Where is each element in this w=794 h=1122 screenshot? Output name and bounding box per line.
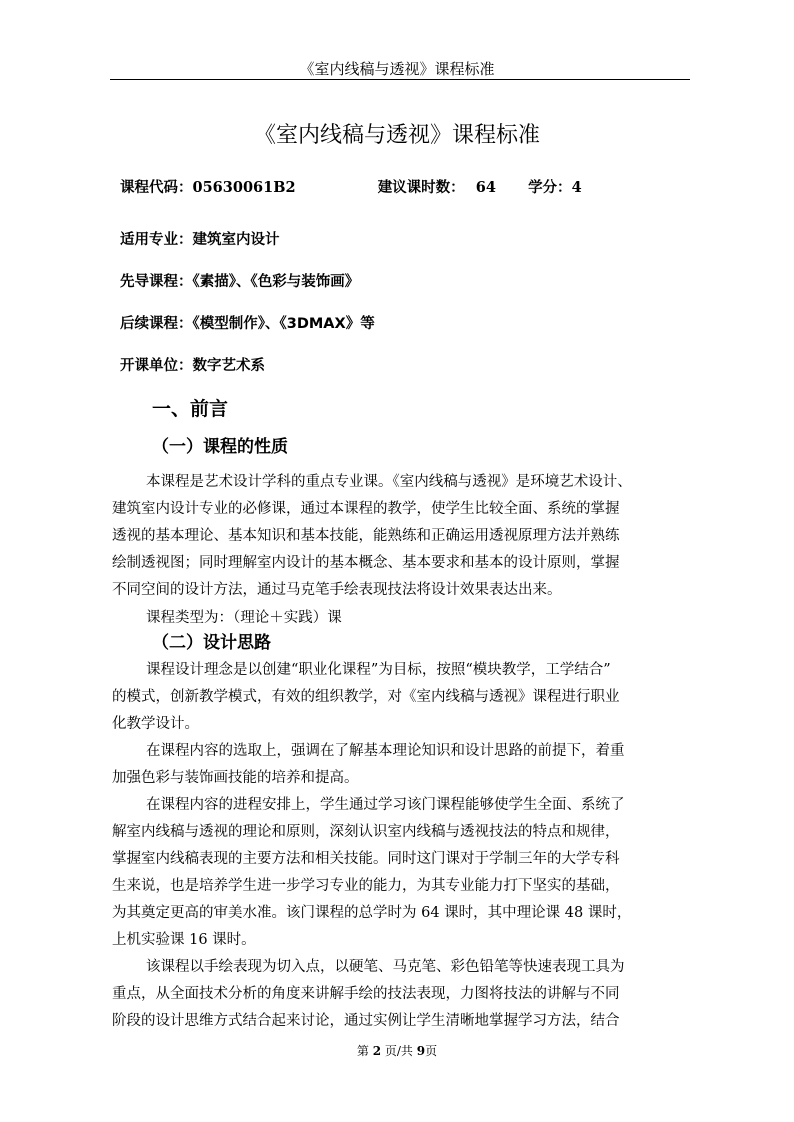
- course-meta-row: [120, 176, 582, 197]
- subsection-heading-nature: （一）课程的性质: [152, 437, 288, 457]
- paragraph-line: 建筑室内设计专业的必修课，通过本课程的教学，使学生比较全面、系统的掌握: [112, 501, 620, 517]
- paragraph-line: 在课程内容的选取上，强调在了解基本理论知识和设计思路的前提下，着重: [146, 743, 625, 759]
- total-page-count: 9: [416, 1044, 426, 1058]
- paragraph-line: 该课程以手绘表现为切入点，以硬笔、马克笔、彩色铅笔等快速表现工具为: [146, 959, 625, 975]
- current-page-number: 2: [372, 1044, 382, 1058]
- suggested-hours-value: 64: [475, 179, 496, 196]
- paragraph-line: 阶段的设计思维方式结合起来讨论，通过实例让学生清晰地掌握学习方法，结合: [112, 1013, 620, 1029]
- running-header: 《室内线稿与透视》课程标准: [299, 60, 495, 78]
- paragraph-line: 加强色彩与装饰画技能的培养和提高。: [112, 770, 359, 786]
- suggested-hours-label: 建议课时数：: [377, 180, 465, 196]
- section-heading-preface: 一、前言: [152, 398, 229, 420]
- course-code-label: 课程代码：: [120, 180, 193, 196]
- paragraph-line: 重点，从全面技术分析的角度来讲解手绘的技法表现，力图将技法的讲解与不同: [112, 986, 620, 1002]
- header-divider: [110, 79, 690, 80]
- paragraph-line: 的模式，创新教学模式，有效的组织教学，对《室内线稿与透视》课程进行职业: [112, 689, 620, 705]
- follow-up-courses: 后续课程：《模型制作》、《3DMAX》等: [120, 316, 375, 332]
- subsection-heading-design: （二）设计思路: [152, 633, 271, 653]
- applicable-major: 适用专业：建筑室内设计: [120, 232, 280, 248]
- paragraph-line: 本课程是艺术设计学科的重点专业课。《室内线稿与透视》是环境艺术设计、: [146, 474, 632, 490]
- paragraph-line: 上机实验课 16 课时。: [112, 932, 256, 948]
- paragraph-line: 透视的基本理论、基本知识和基本技能，能熟练和正确运用透视原理方法并熟练: [112, 528, 620, 544]
- credit-label: 学分：: [528, 180, 572, 196]
- footer-prefix: 第: [356, 1044, 373, 1058]
- course-type-line: 课程类型为：（理论＋实践）课: [146, 610, 342, 626]
- offering-unit: 开课单位：数字艺术系: [120, 358, 265, 374]
- paragraph-line: 课程设计理念是以创建“职业化课程”为目标，按照“模块教学，工学结合”: [146, 662, 611, 678]
- footer-suffix: 页: [425, 1044, 438, 1058]
- course-code-value: 05630061B2: [192, 179, 296, 196]
- footer-middle: 页/共: [381, 1044, 417, 1058]
- paragraph-line: 化教学设计。: [112, 716, 199, 732]
- paragraph-line: 解室内线稿与透视的理论和原则，深刻认识室内线稿与透视技法的特点和规律，: [112, 824, 620, 840]
- paragraph-line: 生来说，也是培养学生进一步学习专业的能力，为其专业能力打下坚实的基础，: [112, 878, 620, 894]
- paragraph-line: 不同空间的设计方法，通过马克笔手绘表现技法将设计效果表达出来。: [112, 582, 562, 598]
- page-footer: [0, 1042, 794, 1059]
- paragraph-line: 掌握室内线稿表现的主要方法和相关技能。同时这门课对于学制三年的大学专科: [112, 851, 620, 867]
- paragraph-line: 为其奠定更高的审美水准。该门课程的总学时为 64 课时，其中理论课 48 课时，: [112, 905, 632, 921]
- document-title: 《室内线稿与透视》课程标准: [253, 123, 540, 148]
- prerequisite-courses: 先导课程：《素描》、《色彩与装饰画》: [120, 274, 360, 290]
- paragraph-line: 在课程内容的进程安排上，学生通过学习该门课程能够使学生全面、系统了: [146, 797, 625, 813]
- credit-value: 4: [571, 179, 582, 196]
- paragraph-line: 绘制透视图；同时理解室内设计的基本概念、基本要求和基本的设计原则，掌握: [112, 555, 620, 571]
